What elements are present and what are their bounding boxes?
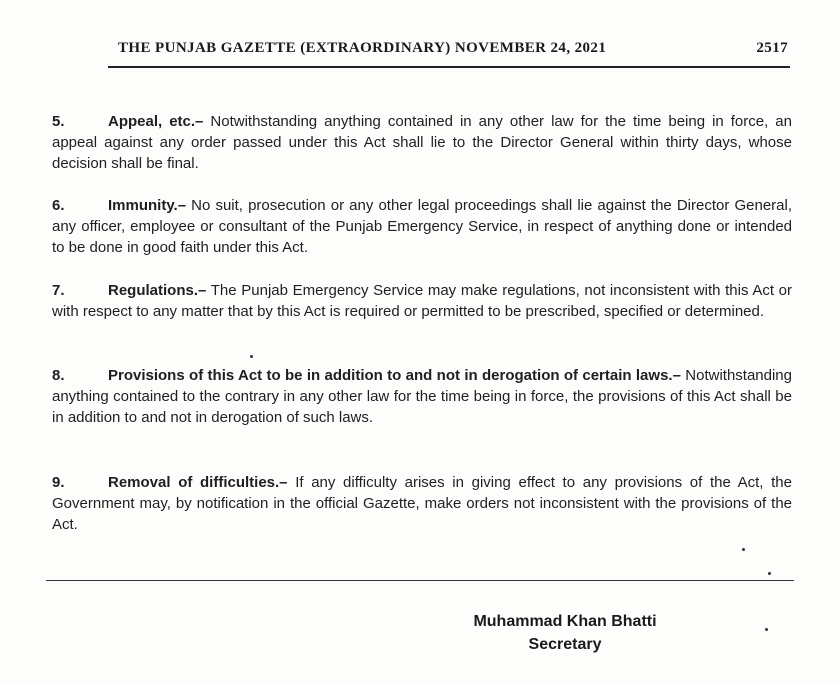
- page-number: 2517: [756, 40, 788, 56]
- section-5: [52, 111, 792, 174]
- section-heading: Immunity.–: [108, 197, 187, 214]
- section-text: The Punjab Emergency Service may make regulations, not inconsistent with this Act or with respect to any matter that by this Act is required or permitted to be prescribed, specified or determined.: [52, 282, 792, 320]
- closing-divider: [46, 580, 794, 581]
- scan-speck: [765, 628, 768, 631]
- signatory-name: Muhammad Khan Bhatti: [473, 613, 657, 630]
- scan-speck: [250, 355, 253, 358]
- scan-speck: [742, 548, 745, 551]
- scan-speck: [768, 572, 771, 575]
- gazette-title: THE PUNJAB GAZETTE (EXTRAORDINARY) NOVEMBER 24, 2021: [118, 40, 607, 56]
- section-8: [52, 365, 792, 428]
- section-number: 6.: [52, 197, 65, 214]
- section-text: No suit, prosecution or any other legal proceedings shall lie against the Director General, any officer, employee or consultant of the Punjab Emergency Service, in respect of anything done or intended to be done in good faith under this Act.: [52, 197, 792, 256]
- section-text: Notwithstanding anything contained to the contrary in any other law for the time being in force, the provisions of this Act shall be in addition to and not in derogation of such laws.: [52, 367, 792, 426]
- section-number: 7.: [52, 282, 65, 299]
- section-text: If any difficulty arises in giving effect to any provisions of the Act, the Government may, by notification in the official Gazette, make orders not inconsistent with the provisions of the Act.: [52, 474, 792, 533]
- section-number: 8.: [52, 367, 65, 384]
- section-heading: Removal of difficulties.–: [108, 474, 288, 491]
- section-heading: Regulations.–: [108, 282, 207, 299]
- signatory-designation: Secretary: [528, 636, 602, 653]
- signature-block: [440, 610, 690, 656]
- section-number: 9.: [52, 474, 65, 491]
- section-number: 5.: [52, 113, 65, 130]
- header-divider: [108, 66, 790, 68]
- section-text: Notwithstanding anything contained in any other law for the time being in force, an appeal against any order passed under this Act shall lie to the Director General within thirty days, whose decision shall be final.: [52, 113, 792, 172]
- section-9: [52, 472, 792, 535]
- section-heading: Appeal, etc.–: [108, 113, 204, 130]
- section-7: [52, 280, 792, 322]
- section-heading: Provisions of this Act to be in addition to and not in derogation of certain laws.–: [108, 367, 681, 384]
- gazette-header: [118, 40, 788, 57]
- section-6: [52, 195, 792, 258]
